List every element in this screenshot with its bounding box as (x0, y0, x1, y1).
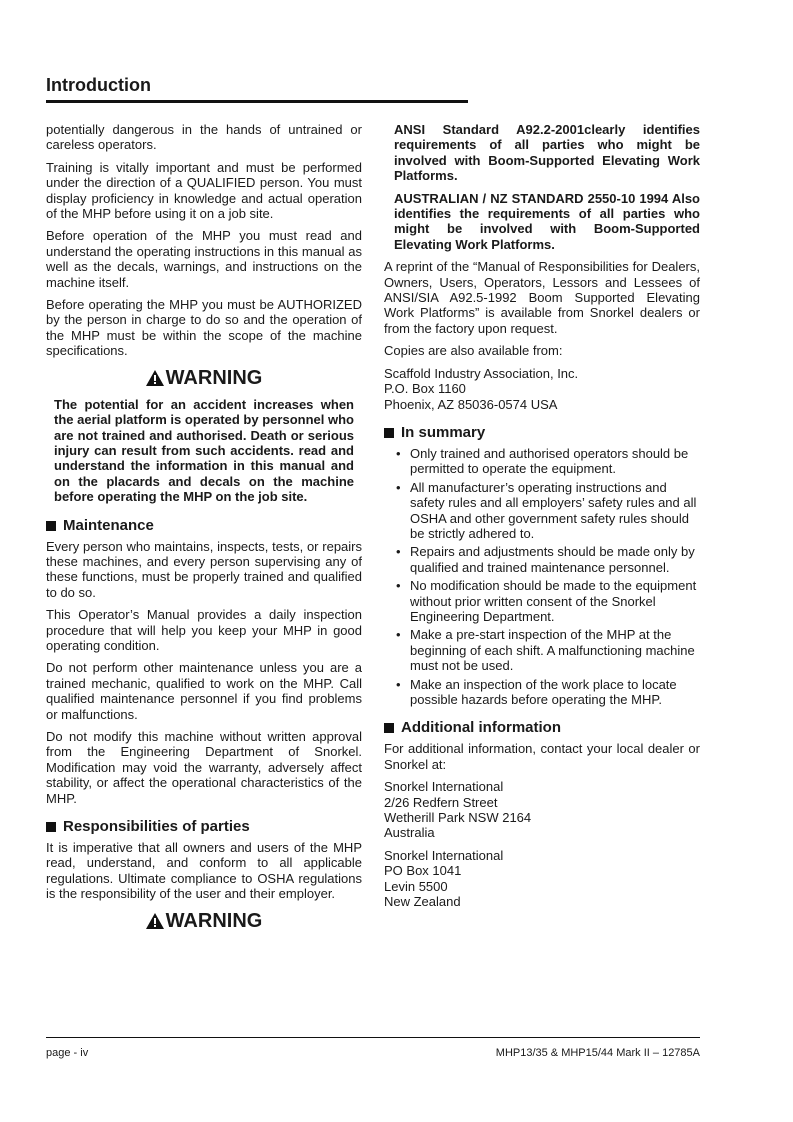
list-item: • Only trained and authorised operators should be permitted to operate the equipment. (396, 445, 689, 477)
warning-label: WARNING (165, 909, 263, 932)
intro-paragraph-3: Before operation of the MHP you must read and understand the operating instructions in this manual as well as the decals, warnings, and instructions on the machine itself. (46, 228, 362, 290)
ansi-standard-note: ANSI Standard A92.2-2001clearly identifies requirements of all parties who might be involved with Boom-Supported Elevating Work Platforms. (394, 122, 700, 184)
bullet-icon: • (396, 676, 401, 692)
bullet-icon: • (396, 445, 401, 461)
summary-heading: In summary (384, 424, 700, 442)
square-bullet-icon (384, 723, 394, 733)
responsibilities-heading: Responsibilities of parties (46, 818, 362, 836)
list-item: • All manufacturer’s operating instructions and safety rules and all employers’ safety rules and all OSHA and other government safety rules should be strictly adhered to. (396, 479, 697, 541)
copies-paragraph: Copies are also available from: (384, 343, 563, 359)
maintenance-paragraph-3: Do not perform other maintenance unless you are a trained mechanic, qualified to work on the MHP. Call qualified maintenance personnel if you find problems or malfunctions. (46, 660, 362, 722)
square-bullet-icon (384, 428, 394, 438)
list-item: • No modification should be made to the equipment without prior written consent of the Snorkel Engineering Department. (396, 578, 697, 624)
page-number: page - iv (46, 1047, 89, 1059)
intro-paragraph-1: potentially dangerous in the hands of untrained or careless operators. (46, 122, 362, 153)
maintenance-paragraph-4: Do not modify this machine without written approval from the Engineering Department of Snorkel. Modification may void the warranty, adversely affect stability, or affect the operational characteristics of the MHP. (46, 729, 362, 806)
warning-triangle-icon (146, 913, 164, 929)
bullet-icon: • (396, 627, 401, 643)
list-item: • Make a pre-start inspection of the MHP at the beginning of each shift. A malfunctioning machine must not be used. (396, 627, 695, 674)
warning-triangle-icon (146, 370, 164, 386)
warning-heading-1 (46, 366, 362, 390)
bullet-icon: • (396, 578, 401, 594)
square-bullet-icon (46, 822, 56, 832)
warning-heading-2 (46, 909, 362, 933)
australian-standard-note: AUSTRALIAN / NZ STANDARD 2550-10 1994 Also identifies the requirements of all parties who might be involved with Boom-Supported Elevating Work Platforms. (394, 190, 700, 252)
left-column (46, 122, 362, 940)
summary-list (384, 446, 700, 708)
page-title: Introduction (46, 75, 151, 95)
bullet-icon: • (396, 544, 401, 560)
saia-address: Scaffold Industry Association, Inc. P.O. Box 1160 Phoenix, AZ 85036-0574 USA (384, 365, 579, 412)
address-australia: Snorkel International 2/26 Redfern Street Wetherill Park NSW 2164 Australia (384, 779, 532, 841)
maintenance-paragraph-1: Every person who maintains, inspects, tests, or repairs these machines, and every person supervising any of these functions, must be properly trained and qualified to do so. (46, 538, 362, 600)
additional-info-intro: For additional information, contact your local dealer or Snorkel at: (384, 741, 700, 772)
bullet-icon: • (396, 479, 401, 495)
address-new-zealand: Snorkel International PO Box 1041 Levin 5500 New Zealand (384, 847, 504, 910)
reprint-paragraph: A reprint of the “Manual of Responsibilities for Dealers, Owners, Users, Operators, Lessors and Lessees of ANSI/SIA A92.5-1992 Boom Supported Elevating Work Platforms” is available from Snorkel dealers or from the factory upon request. (384, 259, 700, 336)
list-item: • Make an inspection of the work place to locate possible hazards before operating the MHP. (396, 676, 677, 707)
additional-info-heading: Additional information (384, 719, 700, 737)
maintenance-paragraph-2: This Operator’s Manual provides a daily inspection procedure that will help you keep your MHP in good operating condition. (46, 607, 362, 653)
warning-text: The potential for an accident increases when the aerial platform is operated by personnel who are not trained and authorised. Death or serious injury can result from such accidents. read and understand the information in this manual and on the placards and decals on the machine before operating the MHP on the job site. (54, 396, 354, 505)
square-bullet-icon (46, 521, 56, 531)
intro-paragraph-2: Training is vitally important and must be performed under the direction of a QUALIFIED person. You must display proficiency in knowledge and actual operation of the MHP before using it on a job site. (46, 159, 362, 222)
header-rule (46, 100, 468, 103)
footer-rule (46, 1037, 700, 1038)
document-id: MHP13/35 & MHP15/44 Mark II – 12785A (495, 1047, 700, 1059)
warning-label: WARNING (165, 366, 263, 389)
maintenance-heading: Maintenance (46, 517, 362, 535)
right-column (384, 122, 700, 916)
list-item: • Repairs and adjustments should be made only by qualified and trained maintenance personnel. (396, 544, 695, 575)
responsibilities-paragraph: It is imperative that all owners and users of the MHP read, understand, and conform to all applicable regulations. Ultimate compliance to OSHA regulations is the responsibility of the user and their employer. (46, 840, 362, 902)
intro-paragraph-4: Before operating the MHP you must be AUTHORIZED by the person in charge to do so and the operation of the MHP must be within the scope of the machine specifications. (46, 297, 362, 359)
